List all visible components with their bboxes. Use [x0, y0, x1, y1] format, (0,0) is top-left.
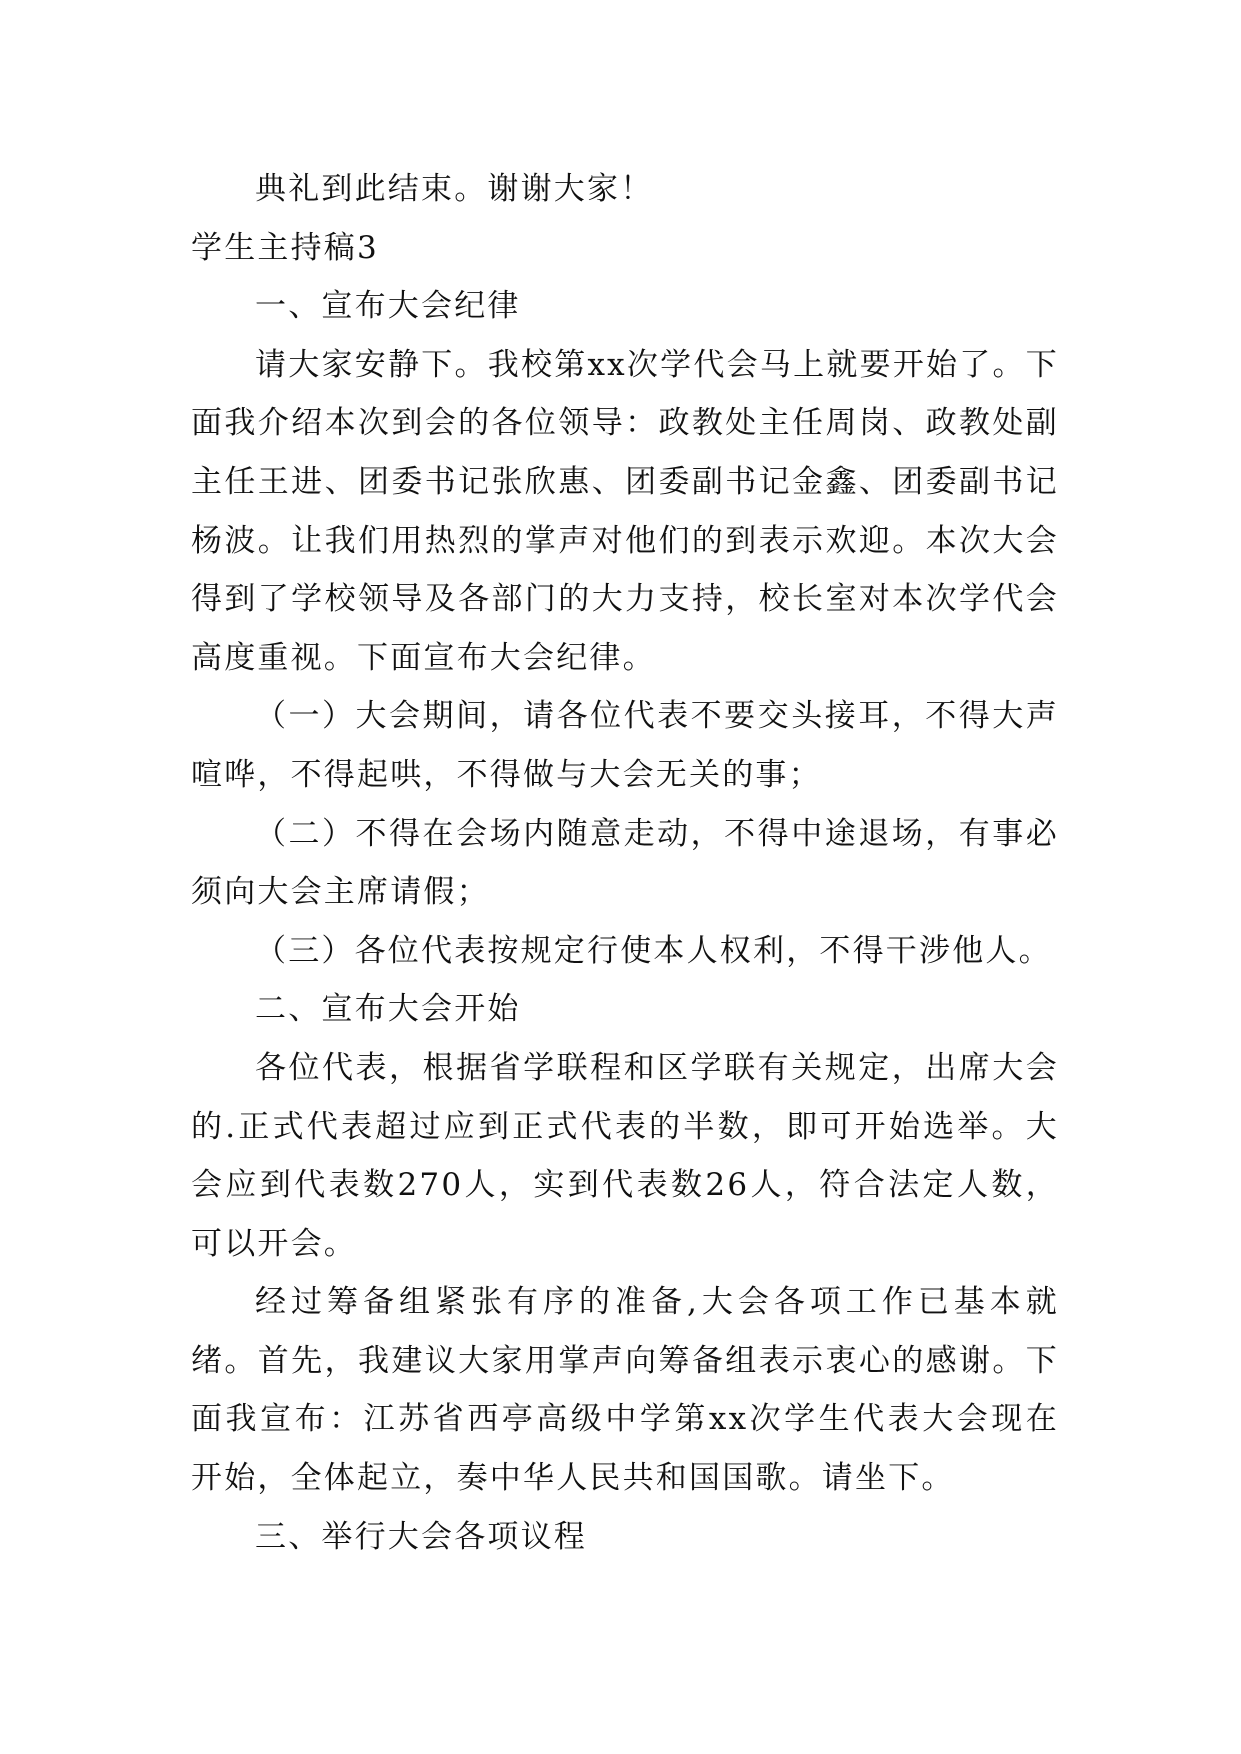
document-body	[191, 160, 1059, 1566]
rule-item-3: （三）各位代表按规定行使本人权利，不得干涉他人。	[255, 932, 1052, 969]
closing-remark: 典礼到此结束。谢谢大家！	[255, 171, 654, 207]
paragraph-attendance: 各位代表，根据省学联程和区学联有关规定，出席大会的.正式代表超过应到正式代表的半数，即可开始选举。大会应到代表数270人，实到代表数26人，符合法定人数，可以开会。	[191, 1049, 1059, 1262]
section-heading-discipline: 一、宣布大会纪律	[255, 288, 521, 325]
rule-item-2: （二）不得在会场内随意走动，不得中途退场，有事必须向大会主席请假；	[191, 815, 1059, 911]
section-heading-agenda: 三、举行大会各项议程	[255, 1518, 587, 1555]
paragraph-introduction: 请大家安静下。我校第xx次学代会马上就要开始了。下面我介绍本次到会的各位领导：政教处主任周岗、政教处副主任王进、团委书记张欣惠、团委副书记金鑫、团委副书记杨波。让我们用热烈的掌声对他们的到表示欢迎。本次大会得到了学校领导及各部门的大力支持，校长室对本次学代会高度重视。下面宣布大会纪律。	[191, 346, 1059, 676]
rule-item-1: （一）大会期间，请各位代表不要交头接耳，不得大声喧哗，不得起哄，不得做与大会无关的事；	[191, 698, 1059, 793]
paragraph-announcement: 经过筹备组紧张有序的准备,大会各项工作已基本就绪。首先，我建议大家用掌声向筹备组表示衷心的感谢。下面我宣布：江苏省西亭高级中学第xx次学生代表大会现在开始，全体起立，奏中华人民共和国国歌。请坐下。	[191, 1284, 1059, 1497]
document-title: 学生主持稿3	[191, 229, 379, 266]
section-heading-opening: 二、宣布大会开始	[255, 991, 521, 1028]
